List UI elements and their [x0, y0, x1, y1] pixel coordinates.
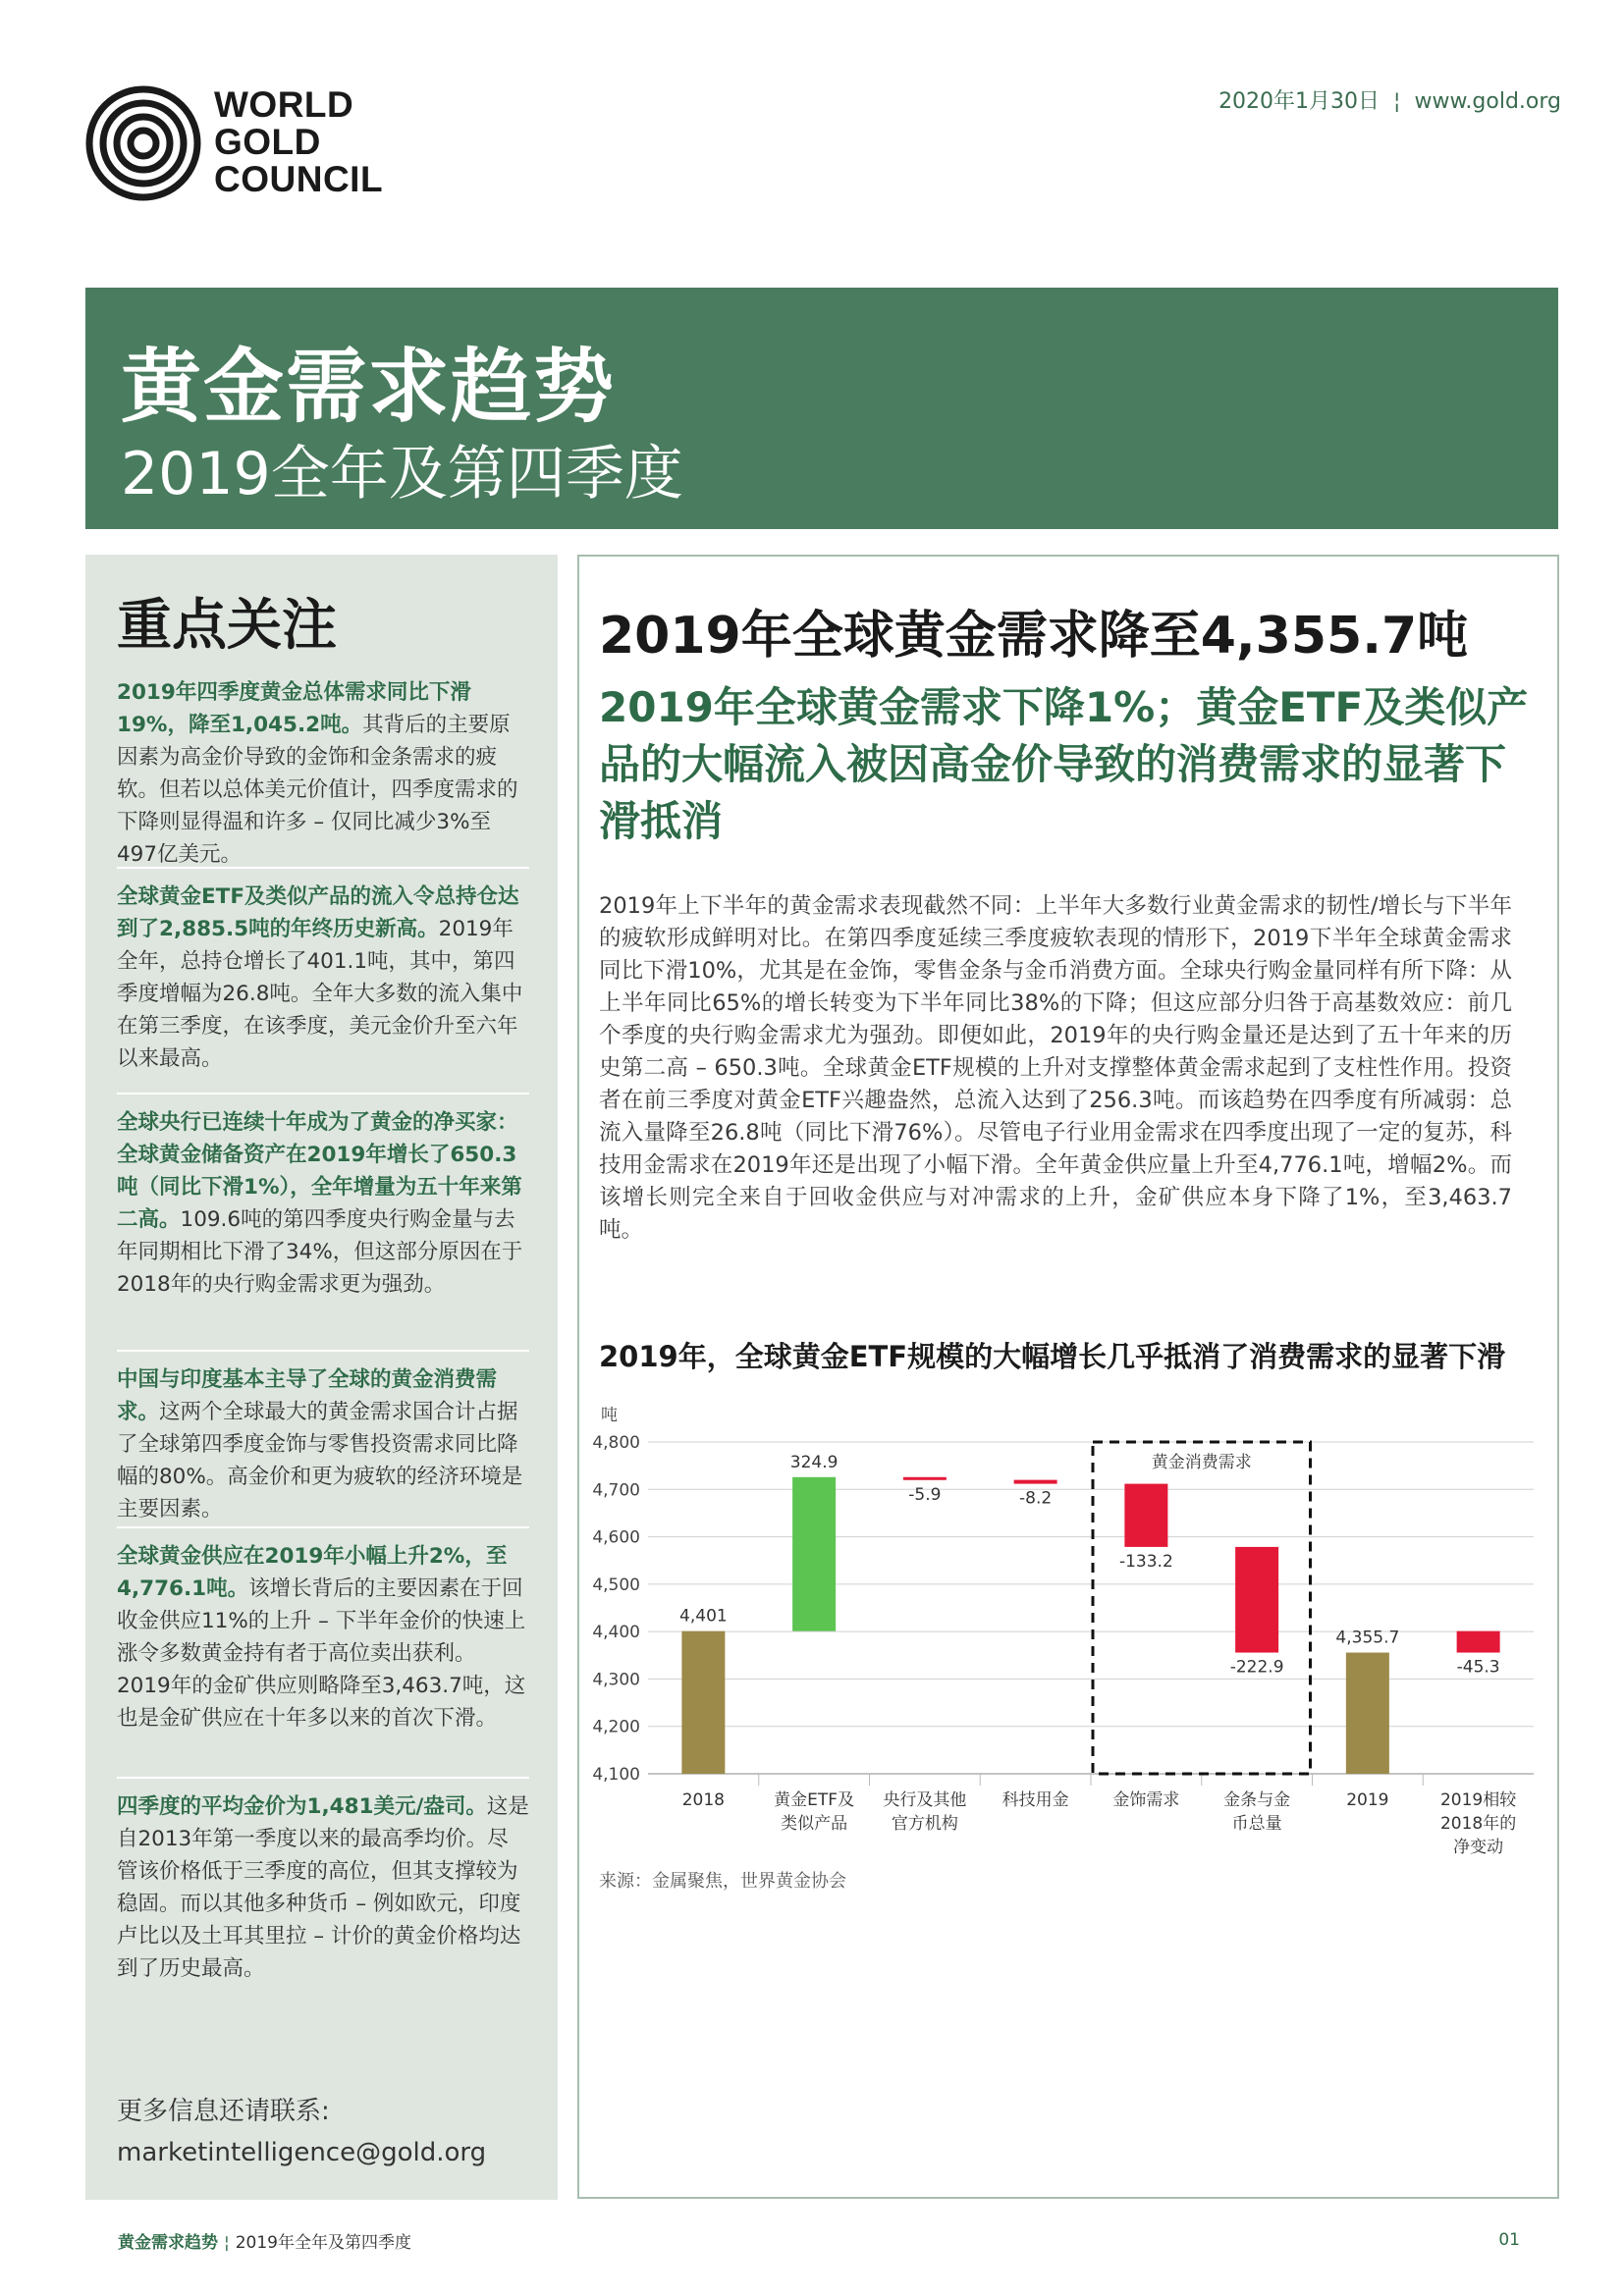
title-banner: [85, 288, 1558, 529]
logo-wordmark: [214, 86, 383, 198]
x-category-label: 2019: [1346, 1790, 1389, 1810]
highlight-text: 该增长背后的主要因素在于回收金供应11%的上升 – 下半年金价的快速上涨令多数黄金持有者于高位卖出获利。2019年的金矿供应则略降至3,463.7吨，这也是金矿供应在十年多以来的首次下滑。: [117, 1576, 526, 1731]
y-axis-label: 吨: [601, 1406, 618, 1425]
highlight-lead: 2019年四季度黄金总体需求同比下滑19%，降至1,045.2吨。: [117, 680, 471, 737]
x-category-label: 2019相较: [1439, 1790, 1517, 1810]
highlight-lead: 全球黄金供应在2019年小幅上升2%，至4,776.1吨。: [117, 1544, 508, 1601]
highlight-lead: 全球黄金ETF及类似产品的流入令总持仓达到了2,885.5吨的年终历史新高。: [117, 884, 519, 941]
header-separator: ¦: [1393, 89, 1401, 114]
x-category-label: 黄金ETF及: [774, 1790, 855, 1810]
header-meta: [1218, 84, 1561, 115]
chart-source: 来源：金属聚焦，世界黄金协会: [599, 1871, 846, 1892]
chart-bar: [1346, 1653, 1389, 1774]
highlight-lead: 四季度的平均金价为1,481美元/盎司。: [117, 1794, 487, 1819]
article-body: 2019年上下半年的黄金需求表现截然不同：上半年大多数行业黄金需求的韧性/增长与下半年的疲软形成鲜明对比。在第四季度延续三季度疲软表现的情形下，2019下半年全球黄金需求同比下滑10%，尤其是在金饰，零售金条与金币消费方面。全球央行购金量同样有所下降：从上半年同比65%的增长转变为下半年同比38%的下降；但这应部分归咎于高基数效应：前几个季度的央行购金需求尤为强劲。即便如此，2019年的央行购金量还是达到了五十年来的历史第二高 – 650.3吨。全球黄金ETF规模的上升对支撑整体黄金需求起到了支柱性作用。投资者在前三季度对黄金ETF兴趣盎然，总流入达到了256.3吨。而该趋势在四季度有所减弱：总流入量降至26.8吨（同比下滑76%）。尽管电子行业用金需求在四季度出现了一定的复苏，科技用金需求在2019年还是出现了小幅下滑。全年黄金供应量上升至4,776.1吨，增幅2%。而该增长则完全来自于回收金供应与对冲需求的上升，金矿供应本身下降了1%，至3,463.7吨。: [599, 893, 1512, 1243]
report-subtitle: 2019全年及第四季度: [121, 440, 683, 508]
website-link[interactable]: www.gold.org: [1414, 89, 1561, 114]
chart-bar: [792, 1477, 836, 1631]
y-tick-label: 4,800: [592, 1433, 640, 1453]
bar-data-label: -5.9: [908, 1484, 942, 1505]
bar-data-label: 4,401: [679, 1606, 728, 1627]
world-gold-council-logo: [84, 84, 408, 202]
x-category-label: 币总量: [1231, 1814, 1282, 1834]
x-category-label: 2018年的: [1439, 1814, 1517, 1834]
logo-line: COUNCIL: [214, 159, 384, 199]
y-tick-label: 4,500: [592, 1575, 640, 1595]
footer-subtitle: 2019年全年及第四季度: [235, 2233, 411, 2253]
bar-data-label: -222.9: [1229, 1657, 1284, 1678]
contact-label: 更多信息还请联系:: [117, 2097, 330, 2126]
highlight-text: 这是自2013年第一季度以来的最高季均价。尽管该价格低于三季度的高位，但其支撑较为稳固。而以其他多种货币 – 例如欧元，印度卢比以及土耳其里拉 – 计价的黄金价格均达到了历史最高。: [117, 1794, 529, 1981]
bar-data-label: 324.9: [789, 1452, 839, 1472]
chart-bar: [681, 1631, 725, 1774]
highlight-text: 2019年全年，总持仓增长了401.1吨，其中，第四季度增幅为26.8吨。全年大多数的流入集中在第三季度，在该季度，美元金价升至六年以来最高。: [117, 917, 523, 1071]
x-category-label: 官方机构: [891, 1814, 958, 1834]
x-category-label: 金条与金: [1223, 1790, 1291, 1810]
bar-data-label: -45.3: [1456, 1657, 1500, 1678]
y-tick-label: 4,200: [592, 1717, 640, 1737]
main-panel: [577, 555, 1559, 2199]
bar-data-label: 4,355.7: [1335, 1628, 1400, 1648]
logo-line: WORLD: [214, 84, 354, 125]
bracket-label: 黄金消费需求: [1151, 1453, 1252, 1472]
highlight-item: [117, 1526, 529, 1735]
contact-block: [117, 2091, 486, 2173]
x-category-label: 净变动: [1453, 1838, 1504, 1857]
y-tick-label: 4,300: [592, 1670, 640, 1690]
highlight-item: [117, 1777, 529, 1985]
article-title: 2019年全球黄金需求降至4,355.7吨: [599, 607, 1469, 666]
page-number: 01: [1498, 2230, 1520, 2250]
logo-line: GOLD: [214, 122, 321, 162]
highlight-item: [117, 1093, 529, 1301]
highlight-text: 109.6吨的第四季度央行购金量与去年同期相比下滑了34%，但这部分原因在于2018年的央行购金需求更为强劲。: [117, 1207, 523, 1297]
x-category-label: 央行及其他: [883, 1790, 967, 1810]
x-category-label: 类似产品: [781, 1814, 848, 1834]
bar-data-label: -133.2: [1118, 1551, 1173, 1572]
highlight-lead: 全球央行已连续十年成为了黄金的净买家：全球黄金储备资产在2019年增长了650.3吨（同比下滑1%），全年增量为五十年来第二高。: [117, 1110, 522, 1232]
y-tick-label: 4,100: [592, 1765, 640, 1785]
highlights-heading: 重点关注: [117, 594, 337, 658]
article-subtitle: 2019年全球黄金需求下降1%；黄金ETF及类似产品的大幅流入被因高金价导致的消费需求的显著下滑抵消: [599, 683, 1529, 845]
chart-bar: [1235, 1547, 1278, 1653]
publish-date: 2020年1月30日: [1218, 89, 1380, 114]
x-category-label: 2018: [681, 1790, 726, 1810]
chart-title: 2019年，全球黄金ETF规模的大幅增长几乎抵消了消费需求的显著下滑: [599, 1340, 1506, 1373]
y-tick-label: 4,600: [592, 1527, 640, 1548]
chart-bar: [1457, 1631, 1500, 1653]
logo-rings-icon: [84, 84, 202, 202]
chart-bar: [1124, 1484, 1167, 1547]
waterfall-chart: [579, 1391, 1557, 1862]
chart-bar: [1014, 1480, 1057, 1484]
highlight-item: [117, 867, 529, 1075]
x-category-label: 科技用金: [1001, 1790, 1069, 1810]
highlight-text: 这两个全球最大的黄金需求国合计占据了全球第四季度金饰与零售投资需求同比降幅的80%。高金价和更为疲软的经济环境是主要因素。: [117, 1400, 523, 1522]
footer-separator: ¦: [224, 2233, 230, 2253]
y-tick-label: 4,400: [592, 1623, 640, 1643]
report-title: 黄金需求趋势: [121, 341, 617, 434]
chart-bar: [903, 1477, 947, 1480]
highlight-lead: 中国与印度基本主导了全球的黄金消费需求。: [117, 1367, 498, 1424]
bar-data-label: -8.2: [1019, 1488, 1053, 1509]
contact-email-link[interactable]: marketintelligence@gold.org: [117, 2138, 487, 2167]
footer-title: 黄金需求趋势: [118, 2233, 218, 2253]
x-category-label: 金饰需求: [1112, 1790, 1180, 1810]
page-footer: [118, 2228, 411, 2253]
highlights-sidebar: [85, 555, 558, 2200]
highlight-text: 其背后的主要原因素为高金价导致的金饰和金条需求的疲软。但若以总体美元价值计，四季度需求的下降则显得温和许多 – 仅同比减少3%至497亿美元。: [117, 713, 518, 867]
y-tick-label: 4,700: [592, 1480, 640, 1501]
highlight-item: [117, 665, 529, 871]
highlight-item: [117, 1350, 529, 1525]
